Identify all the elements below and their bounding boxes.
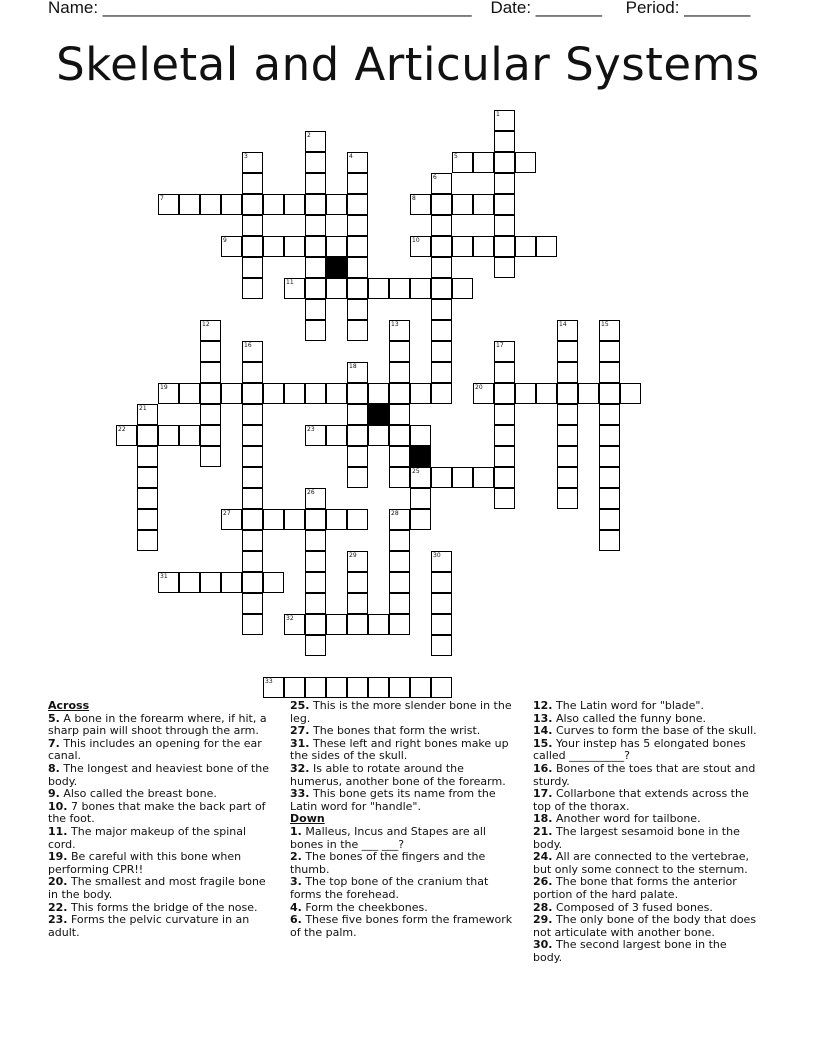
grid-cell[interactable] (284, 677, 305, 698)
grid-cell[interactable] (599, 425, 620, 446)
grid-cell[interactable] (305, 593, 326, 614)
grid-cell[interactable] (431, 467, 452, 488)
grid-cell[interactable] (242, 551, 263, 572)
grid-cell[interactable] (431, 593, 452, 614)
grid-cell[interactable] (389, 404, 410, 425)
grid-cell[interactable] (494, 341, 515, 362)
clue-number: 17 (496, 342, 504, 349)
across-clue: 27. The bones that form the wrist. (290, 724, 481, 738)
down-clue: 15. Your instep has 5 elongated bones called __________? (533, 736, 746, 763)
down-clue: 4. Form the cheekbones. (290, 900, 428, 914)
across-heading: Across (48, 699, 90, 712)
grid-cell[interactable] (242, 488, 263, 509)
grid-cell[interactable] (347, 362, 368, 383)
grid-cell[interactable] (242, 593, 263, 614)
down-clue: 28. Composed of 3 fused bones. (533, 900, 713, 914)
grid-cell[interactable] (263, 509, 284, 530)
grid-cell[interactable] (200, 572, 221, 593)
grid-cell[interactable] (557, 320, 578, 341)
clue-number: 29 (349, 552, 357, 559)
grid-cell[interactable] (389, 614, 410, 635)
clue-number: 6 (433, 174, 437, 181)
grid-cell[interactable] (536, 236, 557, 257)
grid-cell[interactable] (431, 383, 452, 404)
grid-cell[interactable] (389, 551, 410, 572)
grid-cell[interactable] (137, 530, 158, 551)
grid-cell[interactable] (599, 488, 620, 509)
across-clue: 9. Also called the breast bone. (48, 787, 217, 801)
grid-cell[interactable] (326, 509, 347, 530)
clues-column-1 (48, 700, 270, 939)
grid-cell[interactable] (599, 404, 620, 425)
grid-cell[interactable] (221, 236, 242, 257)
grid-cell[interactable] (221, 383, 242, 404)
across-clue: 5. A bone in the forearm where, if hit, a sharp pain will shoot through the arm. (48, 711, 267, 738)
grid-cell[interactable] (431, 236, 452, 257)
grid-cell[interactable] (347, 152, 368, 173)
grid-cell[interactable] (494, 215, 515, 236)
across-clue: 23. Forms the pelvic curvature in an adult. (48, 913, 250, 939)
grid-cell[interactable] (494, 467, 515, 488)
clue-number: 3 (244, 153, 248, 160)
grid-cell[interactable] (284, 236, 305, 257)
grid-cell[interactable] (473, 236, 494, 257)
grid-cell[interactable] (200, 320, 221, 341)
grid-cell[interactable] (599, 362, 620, 383)
grid-cell[interactable] (410, 467, 431, 488)
grid-cell[interactable] (494, 488, 515, 509)
date-field[interactable]: Date: _______ (490, 0, 602, 17)
grid-cell[interactable] (242, 362, 263, 383)
grid-cell[interactable] (116, 425, 137, 446)
grid-cell[interactable] (326, 278, 347, 299)
across-clue: 22. This forms the bridge of the nose. (48, 900, 258, 914)
grid-cell[interactable] (137, 488, 158, 509)
grid-cell[interactable] (494, 131, 515, 152)
grid-cell[interactable] (305, 614, 326, 635)
grid-cell[interactable] (599, 467, 620, 488)
grid-cell[interactable] (242, 152, 263, 173)
grid-cell[interactable] (305, 320, 326, 341)
grid-cell[interactable] (242, 467, 263, 488)
clue-number: 10 (412, 237, 420, 244)
grid-cell[interactable] (494, 446, 515, 467)
clue-number: 14 (559, 321, 567, 328)
grid-cell[interactable] (305, 194, 326, 215)
grid-cell[interactable] (263, 677, 284, 698)
grid-cell[interactable] (305, 635, 326, 656)
grid-cell[interactable] (284, 194, 305, 215)
grid-cell[interactable] (200, 194, 221, 215)
clue-number: 33 (265, 678, 273, 685)
grid-cell[interactable] (179, 572, 200, 593)
grid-cell[interactable] (494, 173, 515, 194)
clue-number: 7 (160, 195, 164, 202)
clue-number: 8 (412, 195, 416, 202)
name-field[interactable]: Name: _______________________________________ (48, 0, 472, 17)
down-clue: 3. The top bone of the cranium that forms the forehead. (290, 875, 489, 901)
grid-cell[interactable] (431, 194, 452, 215)
grid-cell[interactable] (305, 257, 326, 278)
down-clue: 21. The largest sesamoid bone in the body. (533, 824, 740, 851)
grid-cell[interactable] (242, 236, 263, 257)
grid-cell[interactable] (326, 236, 347, 257)
grid-cell[interactable] (326, 194, 347, 215)
down-clue: 12. The Latin word for "blade". (533, 699, 704, 712)
grid-cell[interactable] (158, 383, 179, 404)
grid-cell[interactable] (599, 530, 620, 551)
grid-cell[interactable] (368, 425, 389, 446)
grid-cell[interactable] (305, 383, 326, 404)
grid-cell[interactable] (347, 509, 368, 530)
grid-cell[interactable] (410, 509, 431, 530)
grid-cell[interactable] (494, 257, 515, 278)
grid-cell[interactable] (389, 530, 410, 551)
grid-cell[interactable] (431, 257, 452, 278)
grid-cell[interactable] (389, 362, 410, 383)
across-clue: 10. 7 bones that make the back part of the foot. (48, 799, 266, 826)
across-clue: 8. The longest and heaviest bone of the body. (48, 761, 269, 788)
grid-cell[interactable] (557, 404, 578, 425)
across-clue: 32. Is able to rotate around the humerus, another bone of the forearm. (290, 761, 506, 788)
clue-number: 13 (391, 321, 399, 328)
grid-cell[interactable] (494, 362, 515, 383)
down-clue: 2. The bones of the fingers and the thumb. (290, 850, 486, 876)
grid-cell[interactable] (431, 614, 452, 635)
grid-cell[interactable] (347, 299, 368, 320)
grid-cell[interactable] (242, 278, 263, 299)
clue-number: 16 (244, 342, 252, 349)
grid-cell[interactable] (347, 173, 368, 194)
grid-cell[interactable] (326, 677, 347, 698)
clue-number: 23 (307, 426, 315, 433)
grid-cell[interactable] (137, 446, 158, 467)
grid-cell[interactable] (347, 278, 368, 299)
grid-cell[interactable] (347, 425, 368, 446)
grid-cell[interactable] (557, 446, 578, 467)
grid-cell[interactable] (263, 572, 284, 593)
grid-cell[interactable] (389, 341, 410, 362)
grid-cell[interactable] (494, 152, 515, 173)
clue-number: 19 (160, 384, 168, 391)
down-clue: 18. Another word for tailbone. (533, 812, 701, 826)
grid-cell[interactable] (494, 383, 515, 404)
grid-cell[interactable] (263, 194, 284, 215)
clue-number: 4 (349, 153, 353, 160)
grid-cell[interactable] (599, 383, 620, 404)
across-clue: 19. Be careful with this bone when performing CPR!! (48, 850, 242, 876)
clues-column-3 (533, 700, 759, 964)
grid-cell[interactable] (284, 614, 305, 635)
grid-cell[interactable] (515, 152, 536, 173)
grid-cell[interactable] (137, 467, 158, 488)
grid-cell[interactable] (473, 467, 494, 488)
grid-cell[interactable] (557, 425, 578, 446)
grid-cell[interactable] (599, 509, 620, 530)
clue-number: 2 (307, 132, 311, 139)
grid-cell[interactable] (221, 194, 242, 215)
grid-cell[interactable] (179, 425, 200, 446)
grid-cell[interactable] (368, 383, 389, 404)
grid-cell[interactable] (389, 446, 410, 467)
grid-cell[interactable] (200, 446, 221, 467)
clue-number: 21 (139, 405, 147, 412)
grid-cell[interactable] (389, 509, 410, 530)
grid-cell[interactable] (620, 383, 641, 404)
clue-number: 20 (475, 384, 483, 391)
grid-cell[interactable] (305, 152, 326, 173)
grid-cell[interactable] (368, 614, 389, 635)
grid-cell[interactable] (410, 278, 431, 299)
down-heading: Down (290, 812, 325, 826)
down-clue: 26. The bone that forms the anterior portion of the hard palate. (533, 875, 737, 901)
grid-cell[interactable] (305, 131, 326, 152)
grid-cell[interactable] (305, 677, 326, 698)
grid-cell[interactable] (347, 320, 368, 341)
grid-cell[interactable] (326, 425, 347, 446)
grid-cell[interactable] (494, 404, 515, 425)
grid-cell[interactable] (410, 425, 431, 446)
grid-cell[interactable] (431, 572, 452, 593)
grid-cell[interactable] (347, 383, 368, 404)
grid-cell[interactable] (389, 383, 410, 404)
grid-cell[interactable] (431, 215, 452, 236)
clues-column-2 (290, 700, 514, 939)
grid-cell[interactable] (263, 236, 284, 257)
grid-cell[interactable] (473, 152, 494, 173)
down-clue: 30. The second largest bone in the body. (533, 938, 727, 964)
grid-cell[interactable] (242, 383, 263, 404)
grid-cell[interactable] (347, 677, 368, 698)
grid-cell[interactable] (200, 425, 221, 446)
grid-cell[interactable] (431, 362, 452, 383)
grid-cell[interactable] (410, 677, 431, 698)
grid-cell[interactable] (494, 425, 515, 446)
grid-cell[interactable] (347, 194, 368, 215)
grid-cell[interactable] (410, 383, 431, 404)
clue-number: 26 (307, 489, 315, 496)
across-clue: 7. This includes an opening for the ear canal. (48, 736, 262, 763)
clue-number: 9 (223, 237, 227, 244)
grid-cell[interactable] (599, 341, 620, 362)
grid-cell[interactable] (242, 530, 263, 551)
grid-cell[interactable] (515, 236, 536, 257)
grid-cell[interactable] (242, 341, 263, 362)
grid-block (326, 257, 347, 278)
grid-cell[interactable] (389, 572, 410, 593)
grid-cell[interactable] (242, 446, 263, 467)
grid-cell[interactable] (431, 551, 452, 572)
grid-cell[interactable] (242, 194, 263, 215)
grid-cell[interactable] (179, 383, 200, 404)
grid-cell[interactable] (200, 341, 221, 362)
header-line (48, 0, 750, 18)
grid-cell[interactable] (389, 677, 410, 698)
grid-cell[interactable] (473, 194, 494, 215)
grid-cell[interactable] (494, 236, 515, 257)
clue-number: 22 (118, 426, 126, 433)
grid-cell[interactable] (242, 173, 263, 194)
grid-cell[interactable] (431, 173, 452, 194)
grid-cell[interactable] (305, 530, 326, 551)
grid-cell[interactable] (158, 425, 179, 446)
grid-cell[interactable] (242, 257, 263, 278)
grid-cell[interactable] (137, 404, 158, 425)
grid-block (368, 404, 389, 425)
grid-cell[interactable] (599, 446, 620, 467)
grid-cell[interactable] (557, 362, 578, 383)
grid-cell[interactable] (305, 488, 326, 509)
down-clue: 1. Malleus, Incus and Stapes are all bones in the ___ ___? (290, 824, 486, 851)
across-clue: 20. The smallest and most fragile bone in the body. (48, 875, 266, 901)
down-clue: 6. These five bones form the framework of the palm. (290, 913, 513, 939)
clue-number: 31 (160, 573, 168, 580)
down-clue: 29. The only bone of the body that does not articulate with another bone. (533, 913, 757, 939)
grid-cell[interactable] (158, 194, 179, 215)
grid-cell[interactable] (242, 404, 263, 425)
grid-cell[interactable] (368, 677, 389, 698)
grid-cell[interactable] (494, 110, 515, 131)
grid-cell[interactable] (410, 488, 431, 509)
across-clue: 33. This bone gets its name from the Latin word for "handle". (290, 787, 496, 813)
grid-cell[interactable] (305, 425, 326, 446)
grid-cell[interactable] (305, 236, 326, 257)
grid-cell[interactable] (431, 677, 452, 698)
clue-number: 18 (349, 363, 357, 370)
grid-cell[interactable] (137, 425, 158, 446)
grid-cell[interactable] (284, 278, 305, 299)
down-clue: 13. Also called the funny bone. (533, 711, 706, 725)
grid-cell[interactable] (389, 593, 410, 614)
grid-cell[interactable] (473, 383, 494, 404)
grid-cell[interactable] (347, 551, 368, 572)
grid-cell[interactable] (515, 383, 536, 404)
grid-cell[interactable] (242, 425, 263, 446)
grid-cell[interactable] (452, 278, 473, 299)
grid-cell[interactable] (389, 425, 410, 446)
grid-cell[interactable] (221, 509, 242, 530)
across-clue: 25. This is the more slender bone in the leg. (290, 699, 512, 725)
grid-cell[interactable] (221, 572, 242, 593)
across-clue: 11. The major makeup of the spinal cord. (48, 824, 247, 851)
grid-cell[interactable] (536, 383, 557, 404)
grid-cell[interactable] (410, 194, 431, 215)
grid-cell[interactable] (452, 236, 473, 257)
grid-cell[interactable] (578, 383, 599, 404)
grid-cell[interactable] (389, 467, 410, 488)
grid-cell[interactable] (326, 614, 347, 635)
grid-cell[interactable] (389, 278, 410, 299)
grid-cell[interactable] (557, 467, 578, 488)
grid-cell[interactable] (368, 278, 389, 299)
grid-cell[interactable] (179, 194, 200, 215)
grid-cell[interactable] (431, 278, 452, 299)
grid-cell[interactable] (263, 383, 284, 404)
clue-number: 15 (601, 321, 609, 328)
grid-cell[interactable] (305, 299, 326, 320)
grid-cell[interactable] (200, 383, 221, 404)
grid-cell[interactable] (347, 467, 368, 488)
grid-cell[interactable] (305, 215, 326, 236)
grid-cell[interactable] (599, 320, 620, 341)
grid-block (410, 446, 431, 467)
down-clue: 17. Collarbone that extends across the top of the thorax. (533, 787, 749, 813)
clue-number: 28 (391, 510, 399, 517)
grid-cell[interactable] (431, 299, 452, 320)
grid-cell[interactable] (242, 215, 263, 236)
page-title: Skeletal and Articular Systems (56, 38, 760, 91)
grid-cell[interactable] (452, 152, 473, 173)
across-clue: 31. These left and right bones make up the sides of the skull. (290, 736, 509, 763)
down-clue: 16. Bones of the toes that are stout and sturdy. (533, 761, 756, 788)
grid-cell[interactable] (452, 467, 473, 488)
grid-cell[interactable] (452, 194, 473, 215)
grid-cell[interactable] (305, 572, 326, 593)
grid-cell[interactable] (242, 509, 263, 530)
grid-cell[interactable] (389, 320, 410, 341)
grid-cell[interactable] (431, 320, 452, 341)
grid-cell[interactable] (347, 257, 368, 278)
grid-cell[interactable] (494, 194, 515, 215)
down-clue: 24. All are connected to the vertebrae, but only some connect to the sternum. (533, 850, 749, 876)
grid-cell[interactable] (431, 341, 452, 362)
grid-cell[interactable] (347, 215, 368, 236)
grid-cell[interactable] (200, 362, 221, 383)
grid-cell[interactable] (284, 509, 305, 530)
clue-number: 30 (433, 552, 441, 559)
grid-cell[interactable] (326, 383, 347, 404)
clue-number: 32 (286, 615, 294, 622)
grid-cell[interactable] (242, 572, 263, 593)
grid-cell[interactable] (305, 551, 326, 572)
grid-cell[interactable] (242, 614, 263, 635)
grid-cell[interactable] (158, 572, 179, 593)
grid-cell[interactable] (284, 383, 305, 404)
grid-cell[interactable] (305, 509, 326, 530)
grid-cell[interactable] (347, 572, 368, 593)
grid-cell[interactable] (137, 509, 158, 530)
clue-number: 27 (223, 510, 231, 517)
clue-number: 11 (286, 279, 294, 286)
clue-number: 12 (202, 321, 210, 328)
clue-number: 5 (454, 153, 458, 160)
period-field[interactable]: Period: _______ (625, 0, 751, 17)
down-clue: 14. Curves to form the base of the skull. (533, 724, 757, 738)
grid-cell[interactable] (557, 488, 578, 509)
grid-cell[interactable] (347, 404, 368, 425)
grid-cell[interactable] (305, 278, 326, 299)
grid-cell[interactable] (557, 383, 578, 404)
clue-number: 1 (496, 111, 500, 118)
grid-cell[interactable] (431, 635, 452, 656)
grid-cell[interactable] (557, 341, 578, 362)
grid-cell[interactable] (347, 593, 368, 614)
clue-number: 25 (412, 468, 420, 475)
grid-cell[interactable] (200, 404, 221, 425)
grid-cell[interactable] (305, 173, 326, 194)
grid-cell[interactable] (347, 614, 368, 635)
grid-cell[interactable] (410, 236, 431, 257)
grid-cell[interactable] (347, 236, 368, 257)
grid-cell[interactable] (347, 446, 368, 467)
